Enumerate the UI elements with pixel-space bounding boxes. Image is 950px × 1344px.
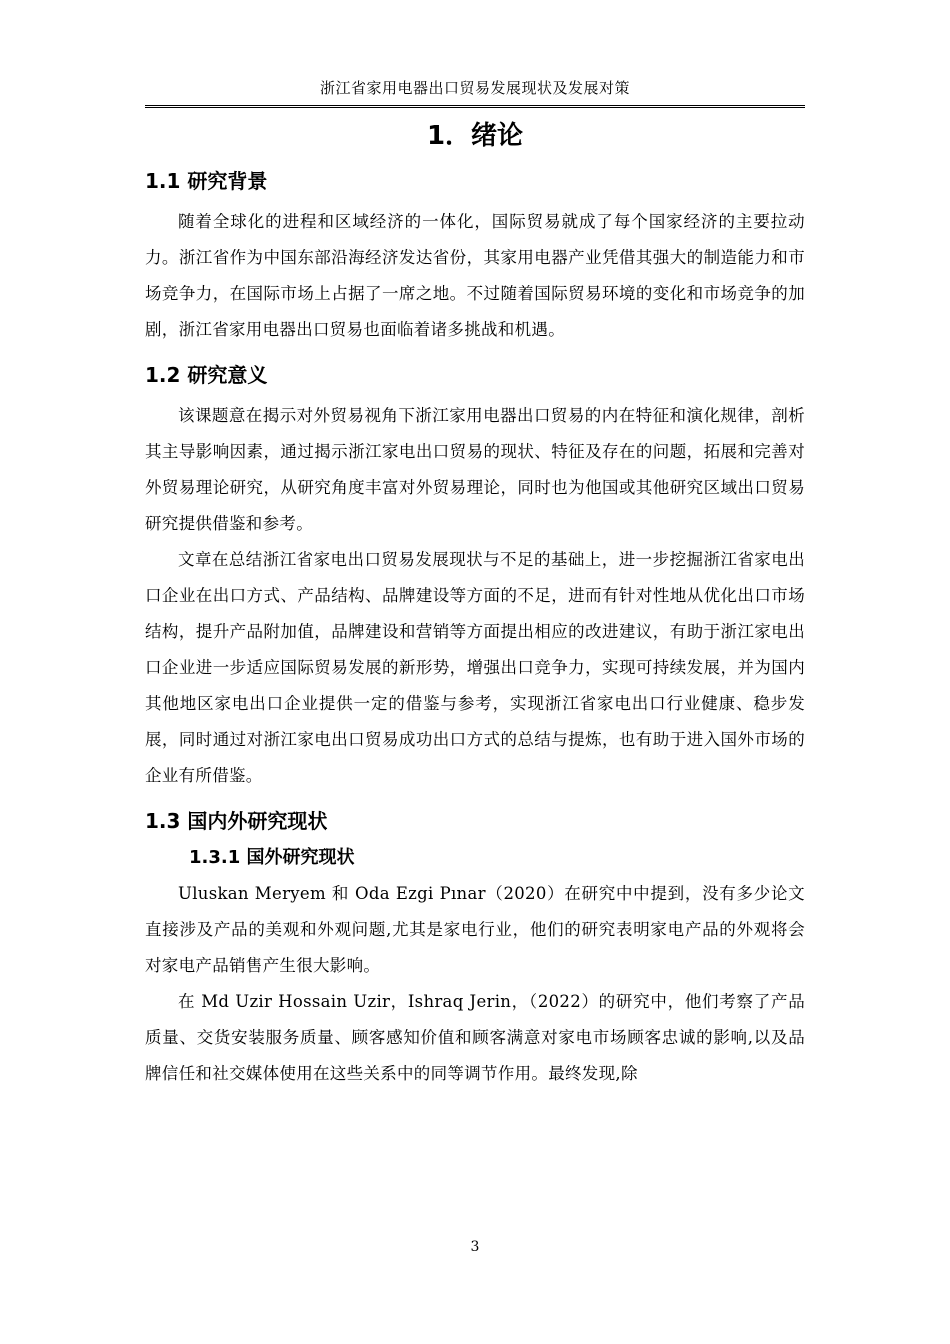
section-heading-1-3: 1.3 国内外研究现状	[145, 809, 328, 833]
chapter-title: 1．绪论	[426, 121, 524, 151]
document-page	[145, 70, 805, 1092]
paragraph: 在 Md Uzir Hossain Uzir，Ishraq Jerin，（2022）的研究中，他们考察了产品质量、交货安装服务质量、顾客感知价值和顾客满意对家电市场顾客忠诚的影响,以及品牌信任和社交媒体使用在这些关系中的同等调节作用。最终发现,除	[145, 992, 805, 1083]
section-heading-1-2: 1.2 研究意义	[145, 363, 268, 387]
section-heading-1-1: 1.1 研究背景	[145, 169, 268, 193]
page-number: 3	[470, 1239, 480, 1255]
paragraph: Uluskan Meryem 和 Oda Ezgi Pınar（2020）在研究中中提到，没有多少论文直接涉及产品的美观和外观问题,尤其是家电行业，他们的研究表明家电产品的外观将会对家电产品销售产生很大影响。	[145, 884, 805, 975]
running-header: 浙江省家用电器出口贸易发展现状及发展对策	[145, 78, 805, 108]
subsection-heading-1-3-1: 1.3.1 国外研究现状	[189, 847, 355, 868]
paragraph: 文章在总结浙江省家电出口贸易发展现状与不足的基础上，进一步挖掘浙江省家电出口企业在出口方式、产品结构、品牌建设等方面的不足，进而有针对性地从优化出口市场结构，提升产品附加值，品牌建设和营销等方面提出相应的改进建议，有助于浙江家电出口企业进一步适应国际贸易发展的新形势，增强出口竞争力，实现可持续发展，并为国内其他地区家电出口企业提供一定的借鉴与参考，实现浙江省家电出口行业健康、稳步发展，同时通过对浙江家电出口贸易成功出口方式的总结与提炼，也有助于进入国外市场的企业有所借鉴。	[145, 550, 805, 785]
paragraph: 该课题意在揭示对外贸易视角下浙江家用电器出口贸易的内在特征和演化规律，剖析其主导影响因素，通过揭示浙江家电出口贸易的现状、特征及存在的问题，拓展和完善对外贸易理论研究，从研究角度丰富对外贸易理论，同时也为他国或其他研究区域出口贸易研究提供借鉴和参考。	[145, 406, 805, 533]
paragraph: 随着全球化的进程和区域经济的一体化，国际贸易就成了每个国家经济的主要拉动力。浙江省作为中国东部沿海经济发达省份，其家用电器产业凭借其强大的制造能力和市场竞争力，在国际市场上占据了一席之地。不过随着国际贸易环境的变化和市场竞争的加剧，浙江省家用电器出口贸易也面临着诸多挑战和机遇。	[145, 212, 805, 339]
